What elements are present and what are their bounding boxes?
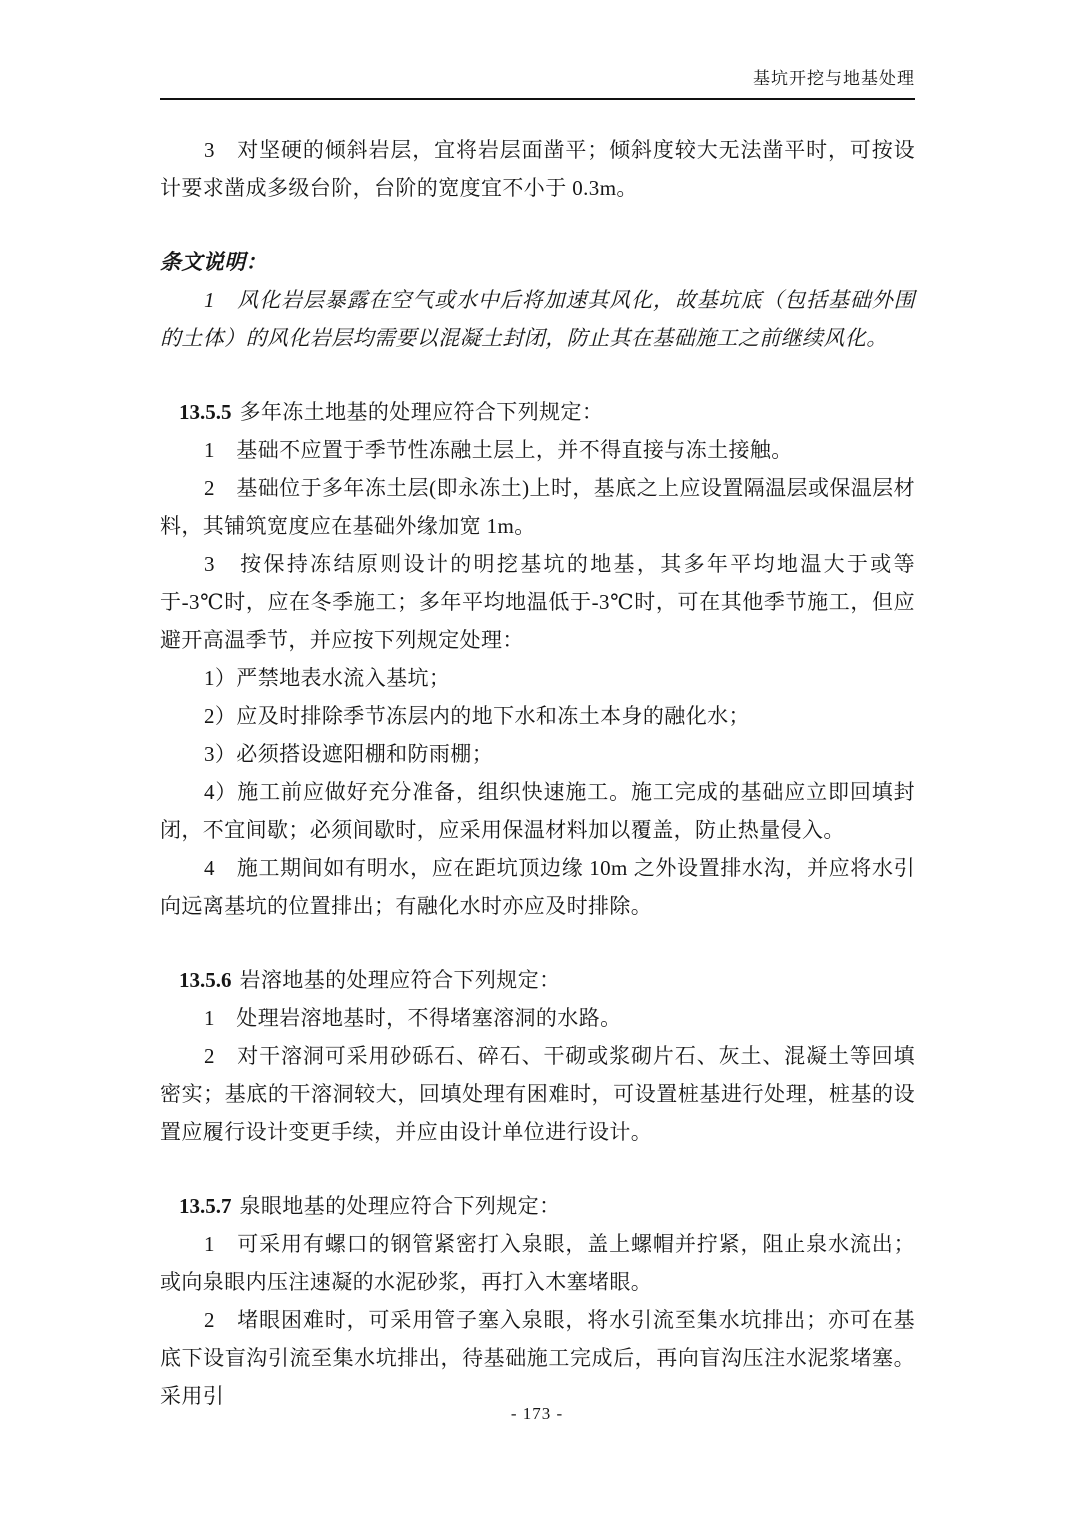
section-number: 13.5.7: [179, 1194, 232, 1218]
section-13-5-7-heading: [160, 1187, 915, 1225]
clause-item: 1 处理岩溶地基时，不得堵塞溶洞的水路。: [204, 1006, 622, 1030]
clause-item: 1 可采用有螺口的钢管紧密打入泉眼，盖上螺帽并拧紧，阻止泉水流出；或向泉眼内压注速凝的水泥砂浆，再打入木塞堵眼。: [160, 1232, 915, 1294]
section-title: 岩溶地基的处理应符合下列规定：: [239, 968, 561, 992]
section-13-5-6-heading: [160, 961, 915, 999]
explanation-heading: 条文说明：: [160, 250, 267, 274]
clause-item: 1 基础不应置于季节性冻融土层上，并不得直接与冻土接触。: [204, 438, 793, 462]
section-number: 13.5.5: [179, 400, 232, 424]
section-title: 多年冻土地基的处理应符合下列规定：: [239, 400, 604, 424]
clause-subitem: 2）应及时排除季节冻层内的地下水和冻土本身的融化水；: [204, 704, 750, 728]
section-gap: [160, 357, 915, 393]
section-gap: [160, 925, 915, 961]
explanation-item-1: 1 风化岩层暴露在空气或水中后将加速其风化，故基坑底（包括基础外围的土体）的风化岩层均需要以混凝土封闭，防止其在基础施工之前继续风化。: [160, 288, 915, 350]
page-header: [160, 66, 915, 100]
page-number: - 173 -: [510, 1404, 564, 1423]
clause-subitem: 4）施工前应做好充分准备，组织快速施工。施工完成的基础应立即回填封闭，不宜间歇；必须间歇时，应采用保温材料加以覆盖，防止热量侵入。: [160, 780, 915, 842]
running-head-title: 基坑开挖与地基处理: [753, 69, 915, 88]
clause-paragraph-3: 3 对坚硬的倾斜岩层，宜将岩层面凿平；倾斜度较大无法凿平时，可按设计要求凿成多级台阶，台阶的宽度宜不小于 0.3m。: [160, 138, 915, 200]
clause-subitem: 3）必须搭设遮阳棚和防雨棚；: [204, 742, 494, 766]
section-gap: [160, 207, 915, 243]
clause-item: 2 对干溶洞可采用砂砾石、碎石、干砌或浆砌片石、灰土、混凝土等回填密实；基底的干溶洞较大，回填处理有困难时，可设置桩基进行处理，桩基的设置应履行设计变更手续，并应由设计单位进行设计。: [160, 1044, 915, 1144]
clause-item: 3 按保持冻结原则设计的明挖基坑的地基，其多年平均地温大于或等于-3℃时，应在冬季施工；多年平均地温低于-3℃时，可在其他季节施工，但应避开高温季节，并应按下列规定处理：: [160, 552, 915, 652]
section-number: 13.5.6: [179, 968, 232, 992]
section-title: 泉眼地基的处理应符合下列规定：: [239, 1194, 561, 1218]
clause-item: 2 堵眼困难时，可采用管子塞入泉眼，将水引流至集水坑排出；亦可在基底下设盲沟引流至集水坑排出，待基础施工完成后，再向盲沟压注水泥浆堵塞。采用引: [160, 1308, 915, 1408]
section-gap: [160, 1151, 915, 1187]
clause-item: 4 施工期间如有明水，应在距坑顶边缘 10m 之外设置排水沟，并应将水引向远离基坑的位置排出；有融化水时亦应及时排除。: [160, 856, 915, 918]
page-footer: [0, 1404, 1074, 1424]
clause-subitem: 1）严禁地表水流入基坑；: [204, 666, 451, 690]
section-13-5-5-heading: [160, 393, 915, 431]
page-content: [160, 131, 915, 1415]
clause-item: 2 基础位于多年冻土层(即永冻土)上时，基底之上应设置隔温层或保温层材料，其铺筑宽度应在基础外缘加宽 1m。: [160, 476, 915, 538]
